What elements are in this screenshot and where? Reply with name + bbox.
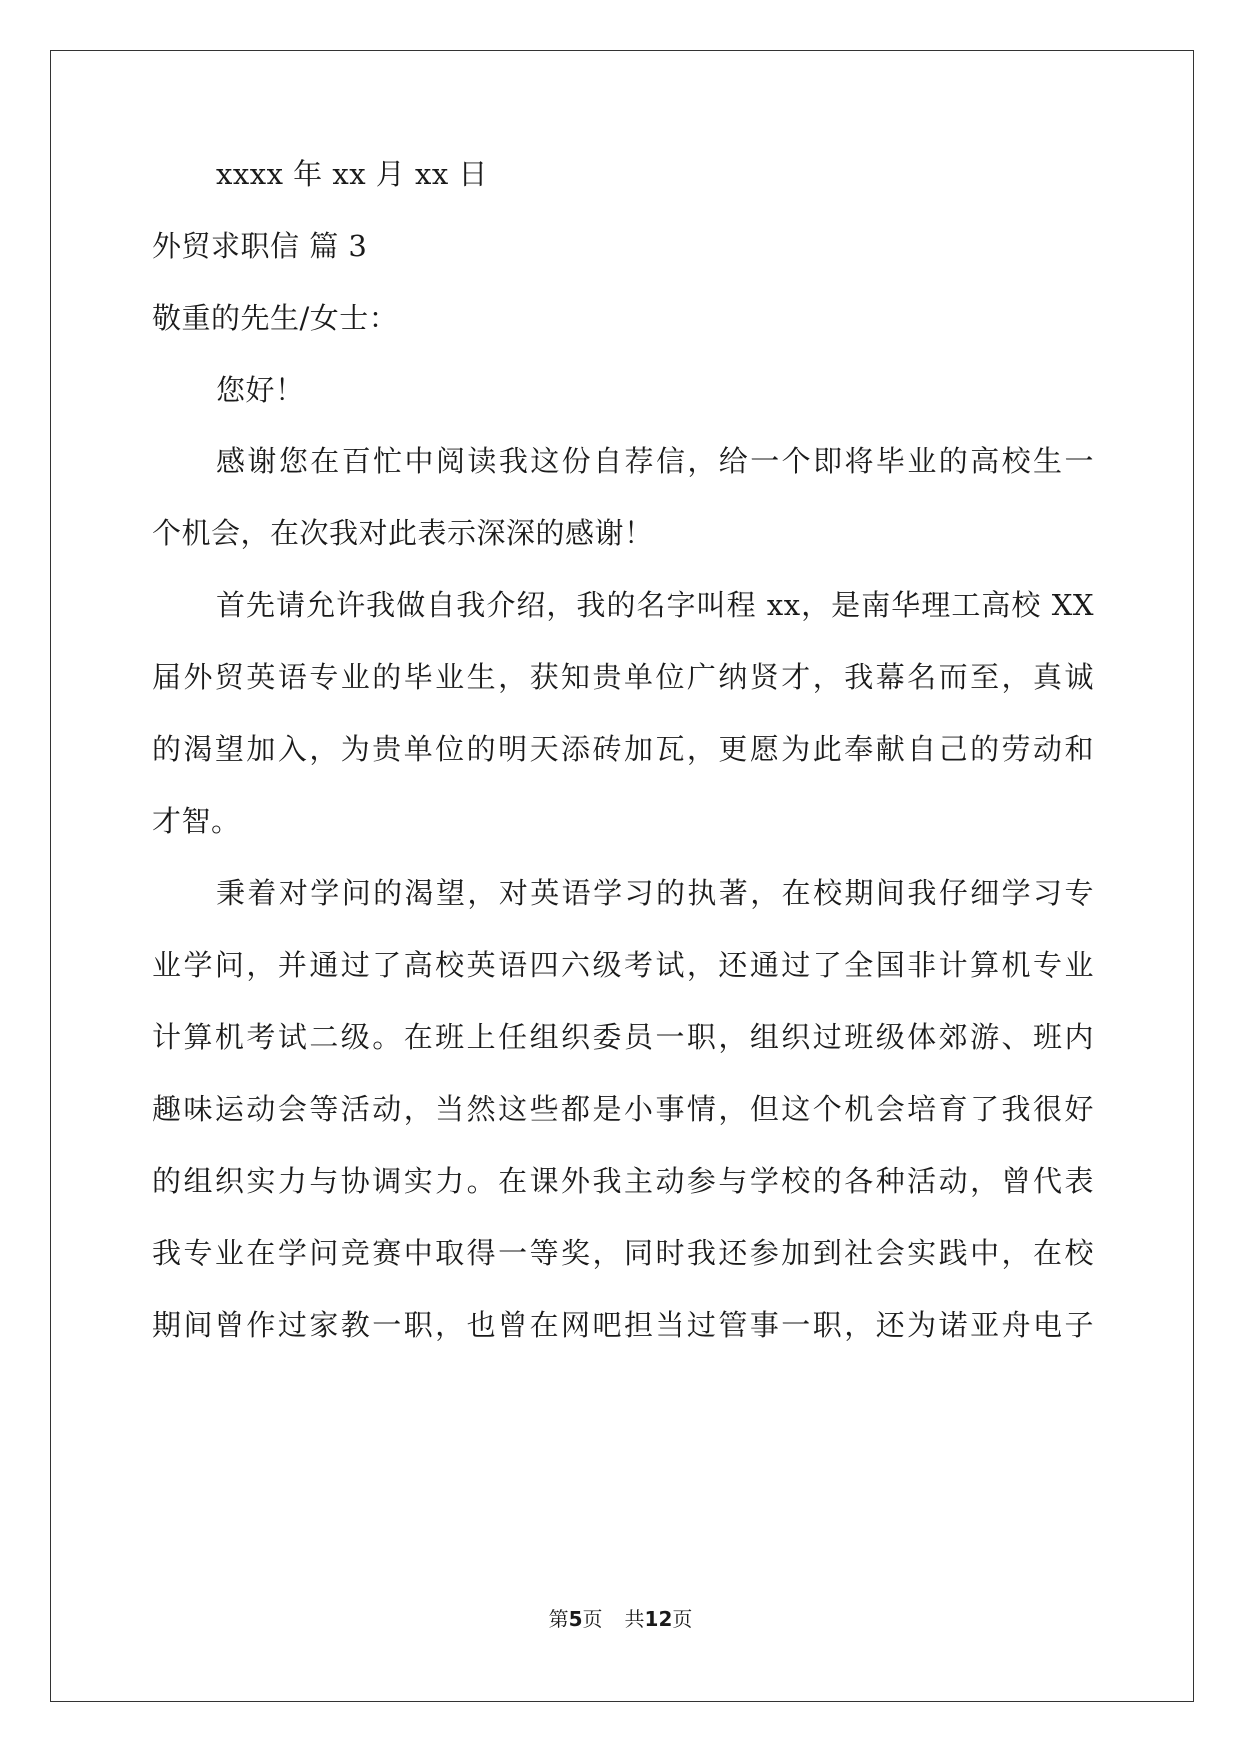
salutation: 敬重的先生/女士： <box>152 301 399 335</box>
date-line: xxxx 年 xx 月 xx 日 <box>216 157 488 191</box>
paragraph-line: 的组织实力与协调实力。在课外我主动参与学校的各种活动，曾代表 <box>152 1164 1094 1198</box>
total-suffix: 页 <box>672 1607 693 1631</box>
paragraph-line: 趣味运动会等活动，当然这些都是小事情，但这个机会培育了我很好 <box>152 1092 1094 1126</box>
paragraph-line: 我专业在学问竞赛中取得一等奖，同时我还参加到社会实践中，在校 <box>152 1236 1094 1270</box>
paragraph-line: 个机会，在次我对此表示深深的感谢！ <box>152 516 654 550</box>
paragraph-line: 才智。 <box>152 804 241 838</box>
paragraph-line: 的渴望加入，为贵单位的明天添砖加瓦，更愿为此奉献自己的劳动和 <box>152 732 1094 766</box>
paragraph-line: 首先请允许我做自我介绍，我的名字叫程 xx，是南华理工高校 XX <box>216 588 1094 622</box>
paragraph-line: 届外贸英语专业的毕业生，获知贵单位广纳贤才，我幕名而至，真诚 <box>152 660 1094 694</box>
page-suffix: 页 <box>582 1607 603 1631</box>
paragraph-line: 期间曾作过家教一职，也曾在网吧担当过管事一职，还为诺亚舟电子 <box>152 1308 1094 1342</box>
total-prefix: 共 <box>624 1607 645 1631</box>
page-total: 12 <box>644 1607 673 1631</box>
paragraph-line: 计算机考试二级。在班上任组织委员一职，组织过班级体郊游、班内 <box>152 1020 1094 1054</box>
page-footer <box>0 1606 1241 1632</box>
page-prefix: 第 <box>548 1607 569 1631</box>
paragraph-line: 感谢您在百忙中阅读我这份自荐信，给一个即将毕业的高校生一 <box>216 444 1094 478</box>
paragraph-line: 秉着对学问的渴望，对英语学习的执著，在校期间我仔细学习专 <box>216 876 1094 910</box>
section-title: 外贸求职信 篇 3 <box>152 229 368 263</box>
greeting: 您好！ <box>216 373 305 407</box>
page-current: 5 <box>568 1607 583 1631</box>
paragraph-line: 业学问，并通过了高校英语四六级考试，还通过了全国非计算机专业 <box>152 948 1094 982</box>
